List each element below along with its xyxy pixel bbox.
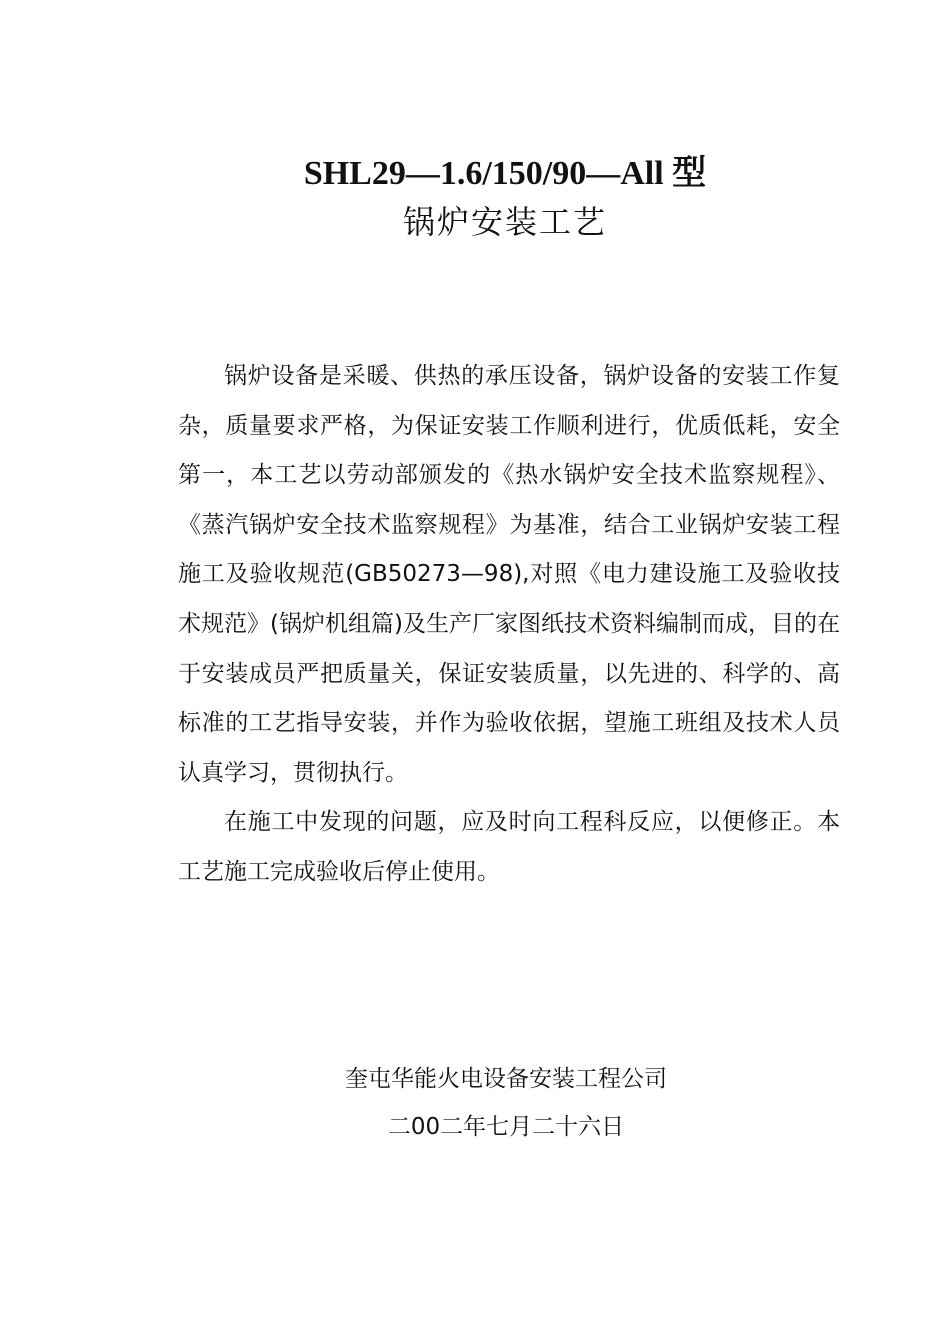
document-date: 二00二年七月二十六日 <box>387 1114 625 1140</box>
document-title: 锅炉安装工艺 <box>402 203 607 241</box>
company-name: 奎屯华能火电设备安装工程公司 <box>345 1066 667 1092</box>
body-paragraph-2: 在施工中发现的问题，应及时向工程科反应，以便修正。本工艺施工完成验收后停止使用。 <box>178 809 840 885</box>
body-paragraph-1: 锅炉设备是采暖、供热的承压设备，锅炉设备的安装工作复杂，质量要求严格，为保证安装工作顺利进行，优质低耗，安全第一，本工艺以劳动部颁发的《热水锅炉安全技术监察规程》、《蒸汽锅炉安全技术监察规程》为基准，结合工业锅炉安装工程施工及验收规范(GB50273—98),对照《电力建设施工及验收技术规范》(锅炉机组篇)及生产厂家图纸技术资料编制而成，目的在于安装成员严把质量关，保证安装质量，以先进的、科学的、高标准的工艺指导安装，并作为验收依据，望施工班组及技术人员认真学习，贯彻执行。 <box>178 363 840 786</box>
document-title-model: SHL29—1.6/150/90—All 型 <box>303 155 707 192</box>
document-body <box>178 352 840 898</box>
